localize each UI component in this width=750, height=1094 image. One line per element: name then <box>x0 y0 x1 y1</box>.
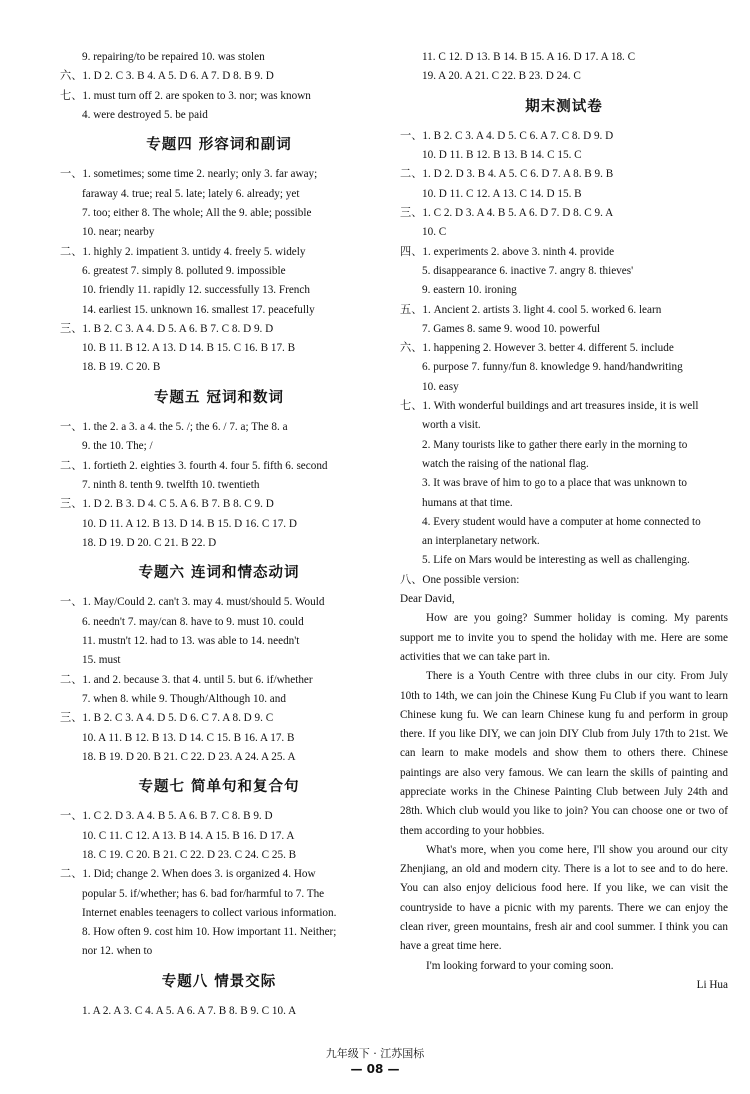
answer-line: 6. purpose 7. funny/fun 8. knowledge 9. hand/handwriting <box>422 361 683 374</box>
answer-line: 10. A 11. B 12. B 13. D 14. C 15. B 16. A 17. B <box>82 731 295 744</box>
page-number: — 08 — <box>350 1062 400 1076</box>
footer-series: 九年级下 · 江苏国标 <box>325 1047 425 1060</box>
answer-line: watch the raising of the national flag. <box>422 457 589 470</box>
section-answers <box>60 165 378 377</box>
left-top-answers <box>60 48 378 125</box>
letter-paragraph: There is a Youth Centre with three clubs in our city. From July 10th to 14th, we can join the Chinese Kung Fu Club if you want to learn Chinese kung fu. We can learn Chinese kung fu and perform in group there. If you like DIY, we can join DIY Club from July 17th to 21st. We can learn to make models and show them to others there. Chinese paintings are also very famous. We can learn the skills of painting and appreciate works in the Chinese Painting Club between July 24th and 28th. Which club would you like to join? You can choose one or two of them according to your hobbies. <box>400 670 728 837</box>
answer-line: 七、1. must turn off 2. are spoken to 3. nor; was known <box>60 89 311 102</box>
answer-line: 19. A 20. A 21. C 22. B 23. D 24. C <box>422 70 581 83</box>
answer-line: 一、1. C 2. D 3. A 4. B 5. A 6. B 7. C 8. B 9. D <box>60 810 273 823</box>
right-top-answers <box>400 48 728 87</box>
answer-line: 10. B 11. B 12. A 13. D 14. B 15. C 16. B 17. B <box>82 342 296 355</box>
answer-line: 二、1. highly 2. impatient 3. untidy 4. freely 5. widely <box>60 245 306 258</box>
answer-line: 10. D 11. B 12. B 13. B 14. C 15. C <box>422 149 582 162</box>
answer-line: worth a visit. <box>422 419 481 432</box>
answer-line: nor 12. when to <box>82 945 153 958</box>
section-answers <box>60 1002 378 1021</box>
answer-line: 八、One possible version: <box>400 573 520 586</box>
answer-line: 9. the 10. The; / <box>82 440 153 453</box>
answer-line: Internet enables teenagers to collect various information. <box>82 906 337 919</box>
answer-line: 18. B 19. C 20. B <box>82 361 161 374</box>
answer-line: 11. C 12. D 13. B 14. B 15. A 16. D 17. A 18. C <box>422 51 636 63</box>
section-answers <box>60 807 378 961</box>
answer-line: 10. D 11. A 12. B 13. D 14. B 15. D 16. C 17. D <box>82 517 297 530</box>
answer-line: 二、1. fortieth 2. eighties 3. fourth 4. four 5. fifth 6. second <box>60 459 328 472</box>
answer-line: 7. Games 8. same 9. wood 10. powerful <box>422 322 601 335</box>
answer-line: 三、1. B 2. C 3. A 4. D 5. D 6. C 7. A 8. D 9. C <box>60 712 274 725</box>
answer-line: 14. earliest 15. unknown 16. smallest 17. peacefully <box>82 303 315 316</box>
left-column <box>60 48 378 1021</box>
section-heading: 专题八 情景交际 <box>161 973 277 990</box>
answer-line: 1. A 2. A 3. C 4. A 5. A 6. A 7. B 8. B 9. C 10. A <box>82 1005 297 1018</box>
answer-line: 一、1. May/Could 2. can't 3. may 4. must/should 5. Would <box>60 596 325 609</box>
answer-line: 七、1. With wonderful buildings and art treasures inside, it is well <box>400 400 699 413</box>
letter-paragraph: I'm looking forward to your coming soon. <box>426 959 614 972</box>
answer-line: faraway 4. true; real 5. late; lately 6. already; yet <box>82 187 300 200</box>
answer-line: humans at that time. <box>422 496 513 509</box>
answer-line: 二、1. Did; change 2. When does 3. is organized 4. How <box>60 868 316 881</box>
answer-line: 7. when 8. while 9. Though/Although 10. and <box>82 692 286 705</box>
answer-line: 六、1. happening 2. However 3. better 4. different 5. include <box>400 342 674 355</box>
answer-line: 5. Life on Mars would be interesting as well as challenging. <box>422 554 690 567</box>
section-answers <box>60 418 378 553</box>
answer-line: 六、1. D 2. C 3. B 4. A 5. D 6. A 7. D 8. B 9. D <box>60 70 274 83</box>
answer-line: 9. eastern 10. ironing <box>422 284 517 297</box>
answer-line: 10. D 11. C 12. A 13. C 14. D 15. B <box>422 187 582 200</box>
answer-line: 二、1. D 2. D 3. B 4. A 5. C 6. D 7. A 8. B 9. B <box>400 168 614 181</box>
right-column <box>400 48 728 995</box>
answer-line: popular 5. if/whether; has 6. bad for/harmful to 7. The <box>82 887 325 900</box>
letter-paragraph: What's more, when you come here, I'll show you around our city Zhenjiang, an old and modern city. There is a lot to see and to do here. You can also enjoy delicious food here. If you like, we can visit the countryside to have a picnic with my parents. There we can enjoy the clean river, green mountains, fresh air and cool summer. I think you can have a great time here. <box>400 843 728 953</box>
answer-line: 11. mustn't 12. had to 13. was able to 14. needn't <box>82 635 300 648</box>
answer-line: 五、1. Ancient 2. artists 3. light 4. cool 5. worked 6. learn <box>400 303 662 316</box>
answer-line: 一、1. the 2. a 3. a 4. the 5. /; the 6. / 7. a; The 8. a <box>60 421 288 434</box>
answer-line: 二、1. and 2. because 3. that 4. until 5. but 6. if/whether <box>60 673 313 686</box>
answer-line: 三、1. B 2. C 3. A 4. D 5. A 6. B 7. C 8. D 9. D <box>60 322 274 335</box>
letter-signature: Li Hua <box>696 978 728 991</box>
answer-line: 10. C <box>422 226 447 239</box>
answer-line: 10. C 11. C 12. A 13. B 14. A 15. B 16. D 17. A <box>82 829 295 842</box>
letter-paragraph: How are you going? Summer holiday is coming. My parents support me to invite you to spend the holiday with me. Here are some activities that we can take part in. <box>400 612 728 663</box>
answer-line: 6. needn't 7. may/can 8. have to 9. must 10. could <box>82 615 304 628</box>
section-heading: 专题六 连词和情态动词 <box>138 565 300 582</box>
answer-line: 18. D 19. D 20. C 21. B 22. D <box>82 536 217 549</box>
left-sections <box>60 136 378 1021</box>
answer-line: 7. ninth 8. tenth 9. twelfth 10. twentieth <box>82 478 260 491</box>
answer-line: 3. It was brave of him to go to a place that was unknown to <box>422 477 688 490</box>
answer-line: 9. repairing/to be repaired 10. was stolen <box>82 51 265 63</box>
answer-line: 4. Every student would have a computer at home connected to <box>422 515 701 528</box>
answer-line: 8. How often 9. cost him 10. How important 11. Neither; <box>82 926 337 939</box>
answer-line: 一、1. B 2. C 3. A 4. D 5. C 6. A 7. C 8. D 9. D <box>400 129 614 142</box>
answer-line: 10. near; nearby <box>82 226 155 239</box>
exam-heading: 期末测试卷 <box>525 98 603 115</box>
answer-line: Dear David, <box>400 593 455 606</box>
answer-line: 18. C 19. C 20. B 21. C 22. D 23. C 24. C 25. B <box>82 848 297 861</box>
answer-line: 18. B 19. D 20. B 21. C 22. D 23. A 24. A 25. A <box>82 750 296 763</box>
answer-line: 三、1. D 2. B 3. D 4. C 5. A 6. B 7. B 8. C 9. D <box>60 498 274 511</box>
page-footer <box>0 1045 750 1076</box>
answer-line: 三、1. C 2. D 3. A 4. B 5. A 6. D 7. D 8. C 9. A <box>400 207 614 220</box>
answer-line: 7. too; either 8. The whole; All the 9. able; possible <box>82 207 312 220</box>
answer-line: 10. easy <box>422 380 459 393</box>
answer-line: 6. greatest 7. simply 8. polluted 9. impossible <box>82 264 286 277</box>
answer-line: 2. Many tourists like to gather there early in the morning to <box>422 438 688 451</box>
section-answers <box>60 593 378 767</box>
section-heading: 专题四 形容词和副词 <box>146 137 292 154</box>
letter-body <box>400 609 728 976</box>
answer-line: an interplanetary network. <box>422 535 540 548</box>
answer-line: 5. disappearance 6. inactive 7. angry 8. thieves' <box>422 264 634 277</box>
section-heading: 专题七 简单句和复合句 <box>138 779 300 796</box>
answer-line: 一、1. sometimes; some time 2. nearly; only 3. far away; <box>60 168 318 181</box>
answer-line: 4. were destroyed 5. be paid <box>82 108 208 121</box>
answer-line: 10. friendly 11. rapidly 12. successfully 13. French <box>82 284 310 297</box>
exam-answers <box>400 127 728 609</box>
answer-line: 15. must <box>82 654 121 667</box>
answer-line: 四、1. experiments 2. above 3. ninth 4. provide <box>400 245 615 258</box>
section-heading: 专题五 冠词和数词 <box>153 389 285 406</box>
